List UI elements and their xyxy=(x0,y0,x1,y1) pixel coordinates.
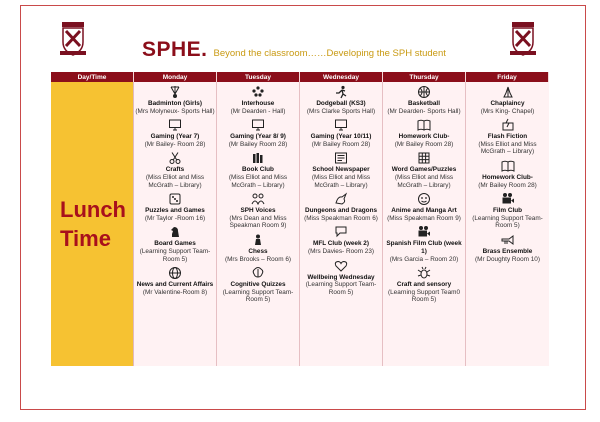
activity-name: Crafts xyxy=(165,166,185,174)
globe-icon xyxy=(168,266,182,280)
activity-name: Gaming (Year 7) xyxy=(150,133,200,141)
activity-location: (Mr Bailey Room 28) xyxy=(228,140,288,148)
book-icon xyxy=(501,159,515,173)
activity-location: (Learning Support Team- Room 5) xyxy=(305,281,377,296)
activity-name: Homework Club- xyxy=(482,173,533,181)
activity-location: (Mr Dearden- Sports Hall) xyxy=(387,107,461,115)
dragon-icon xyxy=(334,192,348,206)
activity-location: (Miss Elliot and Miss McGrath – Library) xyxy=(394,173,454,189)
activity-location: (Miss Elliot and Miss McGrath – Library) xyxy=(228,173,288,189)
activity-name: Brass Ensemble xyxy=(482,247,533,255)
newspaper-icon xyxy=(334,151,348,165)
grid-icon xyxy=(417,151,431,165)
basketball-icon xyxy=(417,85,431,99)
runner-icon xyxy=(334,85,348,99)
activity-location: (Mr Bailey Room 28) xyxy=(478,181,537,189)
tuesday-column xyxy=(217,82,300,366)
activity-name: Board Games xyxy=(154,240,196,248)
computer-icon xyxy=(251,118,265,132)
chess-pawn-icon xyxy=(251,233,265,247)
praying-hands-icon xyxy=(501,85,515,99)
face-icon xyxy=(417,192,431,206)
computer-icon xyxy=(168,118,182,132)
speech-icon xyxy=(334,225,348,239)
friday-activity-homework-club xyxy=(468,159,548,189)
thursday-activity-spanish-film-club-week-1 xyxy=(384,225,464,263)
chess-knight-icon xyxy=(168,225,182,239)
wednesday-activity-school-newspaper xyxy=(301,151,381,189)
tuesday-activity-chess xyxy=(218,233,298,263)
activity-location: (Learning Support Team- Room 5) xyxy=(472,214,543,230)
books-icon xyxy=(251,151,265,165)
monday-activity-badminton-girls xyxy=(135,85,215,115)
activity-location: (Mr Doughty Room 10) xyxy=(475,255,540,263)
school-crest-left-icon xyxy=(58,22,88,56)
lunch-time-cell xyxy=(51,82,134,366)
activity-name: Gaming (Year 10/11) xyxy=(310,133,372,141)
activity-name: Homework Club- xyxy=(398,133,450,141)
activity-location: (Mrs Molyneux- Sports Hall) xyxy=(135,107,215,115)
monday-column xyxy=(134,82,217,366)
monday-activity-news-and-current-affairs xyxy=(135,266,215,296)
friday-activity-chaplaincy xyxy=(468,85,548,115)
camera-icon xyxy=(417,225,431,239)
activity-location: (Mrs Davies- Room 23) xyxy=(307,247,375,255)
page-title: SPHE. xyxy=(142,38,208,61)
page-header xyxy=(142,38,446,64)
activity-name: Chess xyxy=(248,247,268,255)
activity-name: Word Games/Puzzles xyxy=(391,166,457,174)
shuttlecock-icon xyxy=(168,85,182,99)
people-icon xyxy=(251,192,265,206)
activity-name: Interhouse xyxy=(241,100,275,107)
activity-name: Wellbeing Wednesday xyxy=(307,273,375,281)
activity-name: Dungeons and Dragons xyxy=(304,207,378,215)
monday-activity-gaming-year-7 xyxy=(135,118,215,148)
thursday-activity-word-games-puzzles xyxy=(384,151,464,189)
activity-location: (Mr Valentine-Room 8) xyxy=(142,288,208,296)
activity-location: (Learning Support Team- Room 5) xyxy=(139,247,211,263)
monday-activity-crafts xyxy=(135,151,215,189)
lightning-book-icon xyxy=(501,118,515,132)
monday-activity-board-games xyxy=(135,225,215,263)
header-monday: Monday xyxy=(134,72,217,82)
activity-location: (Mrs Clarke Sports Hall) xyxy=(306,107,376,115)
header-friday: Friday xyxy=(466,72,549,82)
activity-name: Chaplaincy xyxy=(490,100,525,107)
tuesday-activity-sph-voices xyxy=(218,192,298,230)
activity-name: Gaming (Year 8/ 9) xyxy=(230,133,286,141)
timetable xyxy=(51,72,549,366)
activity-location: (Miss Elliot and Miss McGrath – Library) xyxy=(311,173,371,189)
friday-activity-brass-ensemble xyxy=(468,233,548,263)
wednesday-column xyxy=(300,82,383,366)
thursday-activity-anime-and-manga-art xyxy=(384,192,464,222)
tuesday-activity-book-club xyxy=(218,151,298,189)
trumpet-icon xyxy=(501,233,515,247)
activity-name: Craft and sensory xyxy=(396,281,452,289)
friday-activity-flash-fiction xyxy=(468,118,548,156)
thursday-activity-basketball xyxy=(384,85,464,115)
thursday-activity-craft-and-sensory xyxy=(384,266,464,304)
school-crest-right-icon xyxy=(508,22,538,56)
group-icon xyxy=(251,85,265,99)
activity-location: (Mrs Dean and Miss Speakman Room 9) xyxy=(229,214,287,230)
activity-name: School Newspaper xyxy=(312,166,370,174)
bug-icon xyxy=(417,266,431,280)
activity-location: (Mr Taylor -Room 16) xyxy=(144,214,206,222)
activity-location: (Mr Bailey- Room 28) xyxy=(144,140,206,148)
activity-name: Basketball xyxy=(408,100,440,107)
activity-location: (Mr Bailey Room 28) xyxy=(394,140,454,148)
activity-name: Book Club xyxy=(242,166,274,174)
page-subtitle: Beyond the classroom……Developing the SPH student xyxy=(213,48,446,59)
activity-name: Flash Fiction xyxy=(487,133,528,141)
tuesday-activity-cognitive-quizzes xyxy=(218,266,298,304)
activity-location: (Miss Elliot and Miss McGrath – Library) xyxy=(145,173,205,189)
activity-name: MFL Club (week 2) xyxy=(313,240,369,248)
tuesday-activity-interhouse xyxy=(218,85,298,115)
thursday-activity-homework-club xyxy=(384,118,464,148)
activity-name: Anime and Manga Art xyxy=(391,207,457,215)
activity-location: (Learning Support Team- Room 5) xyxy=(222,288,294,304)
lunch-time-label: Lunch Time xyxy=(60,197,126,251)
activity-location: (Miss Speakman Room 9) xyxy=(387,214,461,222)
activity-location: (Mrs Brooks – Room 6) xyxy=(224,255,292,263)
activity-location: (Mr Bailey Room 28) xyxy=(311,140,371,148)
book-icon xyxy=(417,118,431,132)
wednesday-activity-gaming-year-10-11 xyxy=(301,118,381,148)
header-tuesday: Tuesday xyxy=(217,72,300,82)
friday-column xyxy=(466,82,549,366)
wednesday-activity-dodgeball-ks3 xyxy=(301,85,381,115)
activity-name: Spanish Film Club (week 1) xyxy=(386,240,462,255)
activity-location: (Mr Dearden - Hall) xyxy=(230,107,286,115)
activity-name: News and Current Affairs xyxy=(136,281,214,289)
computer-icon xyxy=(334,118,348,132)
activity-name: Puzzles and Games xyxy=(145,207,205,215)
friday-activity-film-club xyxy=(468,192,548,230)
wednesday-activity-wellbeing-wednesday xyxy=(301,259,381,297)
activity-name: Film Club xyxy=(492,207,523,215)
header-wednesday: Wednesday xyxy=(300,72,383,82)
header-day-time: Day/Time xyxy=(51,72,134,82)
header-thursday: Thursday xyxy=(383,72,466,82)
camera-icon xyxy=(501,192,515,206)
wednesday-activity-mfl-club-week-2 xyxy=(301,225,381,255)
activity-name: SPH Voices xyxy=(240,207,276,215)
dice-icon xyxy=(168,192,182,206)
heart-icon xyxy=(334,259,348,273)
scissors-icon xyxy=(168,151,182,165)
activity-name: Cognitive Quizzes xyxy=(230,281,286,289)
thursday-column xyxy=(383,82,466,366)
monday-activity-puzzles-and-games xyxy=(135,192,215,222)
wednesday-activity-dungeons-and-dragons xyxy=(301,192,381,222)
activity-location: (Miss Speakman Room 6) xyxy=(304,214,378,222)
activity-name: Badminton (Girls) xyxy=(148,100,202,107)
activity-name: Dodgeball (KS3) xyxy=(316,100,366,107)
activity-location: (Mrs King- Chapel) xyxy=(480,107,535,115)
activity-location: (Learning Support Team0 Room 5) xyxy=(388,288,460,304)
activity-location: (Mrs Garcia – Room 20) xyxy=(389,255,459,263)
activity-location: (Miss Elliot and Miss McGrath – Library) xyxy=(478,140,537,156)
tuesday-activity-gaming-year-8-9 xyxy=(218,118,298,148)
brain-icon xyxy=(251,266,265,280)
